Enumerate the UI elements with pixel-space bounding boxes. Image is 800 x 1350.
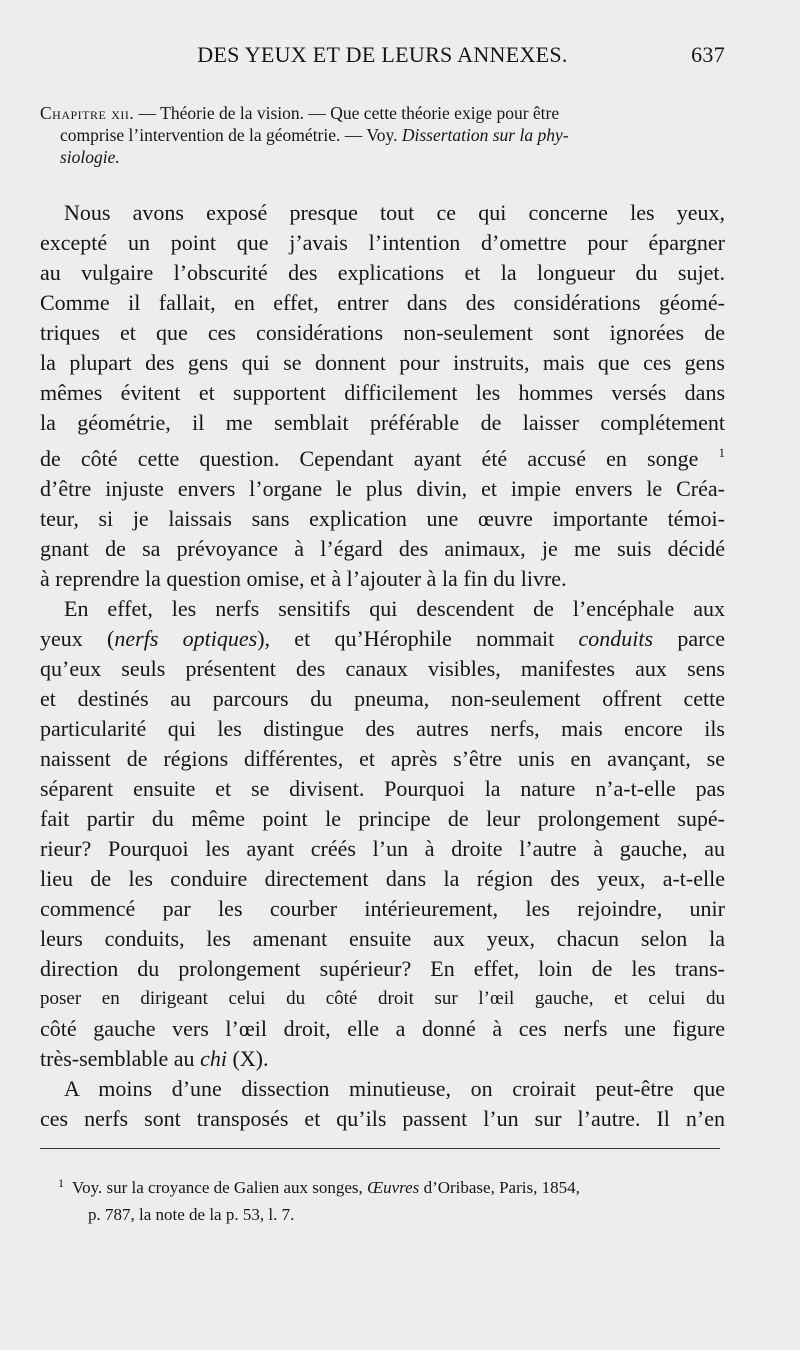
text-segment: de côté cette question. Cependant ayant été accusé en songe (40, 446, 699, 471)
page-number: 637 (691, 42, 725, 67)
text-segment: parce (653, 626, 725, 651)
text-segment: yeux ( (40, 626, 115, 651)
summary-line (40, 102, 725, 124)
text-segment: En effet, loin de les trans- (430, 956, 725, 981)
greek-letter: (Χ). (226, 1046, 269, 1071)
footnote-text: Voy. sur la croyance de Galien aux songes, (72, 1178, 368, 1197)
text-line: Comme il fallait, en effet, entrer dans des considérations géomé- (40, 290, 725, 315)
text-line: commencé par les courber intérieurement, les rejoindre, unir (40, 896, 725, 921)
text-line: triques et que ces considérations non-seulement sont ignorées de (40, 320, 725, 345)
text-line (40, 1044, 725, 1074)
summary-reference: Dissertation sur la phy- (401, 125, 569, 145)
summary-reference: siologie. (60, 147, 120, 167)
paragraph-3 (40, 1074, 725, 1134)
footnote-line (58, 1170, 723, 1201)
italic-term: chi (200, 1046, 227, 1071)
text-line: naissent de régions différentes, et après s’être unis en avançant, se (40, 746, 725, 771)
text-line: ces nerfs sont transposés et qu’ils passent l’un sur l’autre. Il n’en (40, 1106, 725, 1131)
text-line: fait partir du même point le principe de leur prolongement supé- (40, 806, 725, 831)
running-head (40, 42, 725, 72)
text-line: teur, si je laissais sans explication une œuvre importante témoi- (40, 506, 725, 531)
italic-term: conduits (578, 626, 654, 651)
summary-line (40, 124, 725, 146)
text-line: En effet, les nerfs sensitifs qui descendent de l’encéphale aux (64, 596, 725, 621)
text-line: qu’eux seuls présentent des canaux visibles, manifestes aux sens (40, 656, 725, 681)
summary-text: — Théorie de la vision. — Que cette théorie exige pour être (134, 103, 560, 123)
text-line (40, 438, 725, 474)
footnote-text: d’Oribase, Paris, 1854, (419, 1178, 580, 1197)
italic-term: nerfs optiques (114, 626, 258, 651)
text-line: Nous avons exposé presque tout ce qui concerne les yeux, (64, 200, 725, 225)
chapter-summary (40, 102, 725, 168)
text-line: côté gauche vers l’œil droit, elle a donné à ces nerfs une figure (40, 1016, 725, 1041)
text-line: A moins d’une dissection minutieuse, on croirait peut-être que (64, 1076, 725, 1101)
text-line: poser en dirigeant celui du côté droit sur l’œil gauche, et celui du (40, 988, 725, 1009)
footnote-reference: 1 (718, 445, 725, 460)
text-segment: ), et qu’Hérophile nommait (257, 626, 579, 651)
text-line: et destinés au parcours du pneuma, non-seulement offrent cette (40, 686, 725, 711)
paragraph-2 (40, 594, 725, 1074)
text-line: au vulgaire l’obscurité des explications et la longueur du sujet. (40, 260, 725, 285)
main-text (40, 198, 725, 1134)
text-line (40, 624, 725, 654)
text-line: excepté un point que j’avais l’intention d’omettre pour épargner (40, 230, 725, 255)
text-line: rieur? Pourquoi les ayant créés l’un à droite l’autre à gauche, au (40, 836, 725, 861)
text-line: leurs conduits, les amenant ensuite aux yeux, chacun selon la (40, 926, 725, 951)
text-line: gnant de sa prévoyance à l’égard des animaux, je me suis décidé (40, 536, 725, 561)
running-title: DES YEUX ET DE LEURS ANNEXES. (197, 42, 568, 67)
paragraph-1 (40, 198, 725, 594)
text-segment: direction du prolongement supérieur? (40, 956, 431, 981)
footnote-line: p. 787, la note de la p. 53, l. 7. (88, 1205, 295, 1224)
text-line: la plupart des gens qui se donnent pour instruits, mais que ces gens (40, 350, 725, 375)
footnote (58, 1170, 723, 1228)
summary-line (40, 146, 725, 168)
text-line: lieu de les conduire directement dans la région des yeux, a-t-elle (40, 866, 725, 891)
text-line: à reprendre la question omise, et à l’ajouter à la fin du livre. (40, 566, 567, 591)
footnote-title: Œuvres (367, 1178, 420, 1197)
footnote-divider (40, 1148, 720, 1149)
text-line: d’être injuste envers l’organe le plus divin, et impie envers le Créa- (40, 476, 725, 501)
text-segment: très-semblable au (40, 1046, 201, 1071)
chapter-label: Chapitre xii. (40, 103, 135, 123)
text-line: la géométrie, il me semblait préférable de laisser complétement (40, 410, 725, 435)
text-line: mêmes évitent et supportent difficilement les hommes versés dans (40, 380, 725, 405)
footnote-mark: 1 (58, 1176, 64, 1190)
summary-text: comprise l’intervention de la géométrie. — Voy. (60, 125, 402, 145)
text-line (40, 954, 725, 984)
text-line: particularité qui les distingue des autres nerfs, mais encore ils (40, 716, 725, 741)
text-line: séparent ensuite et se divisent. Pourquoi la nature n’a-t-elle pas (40, 776, 725, 801)
